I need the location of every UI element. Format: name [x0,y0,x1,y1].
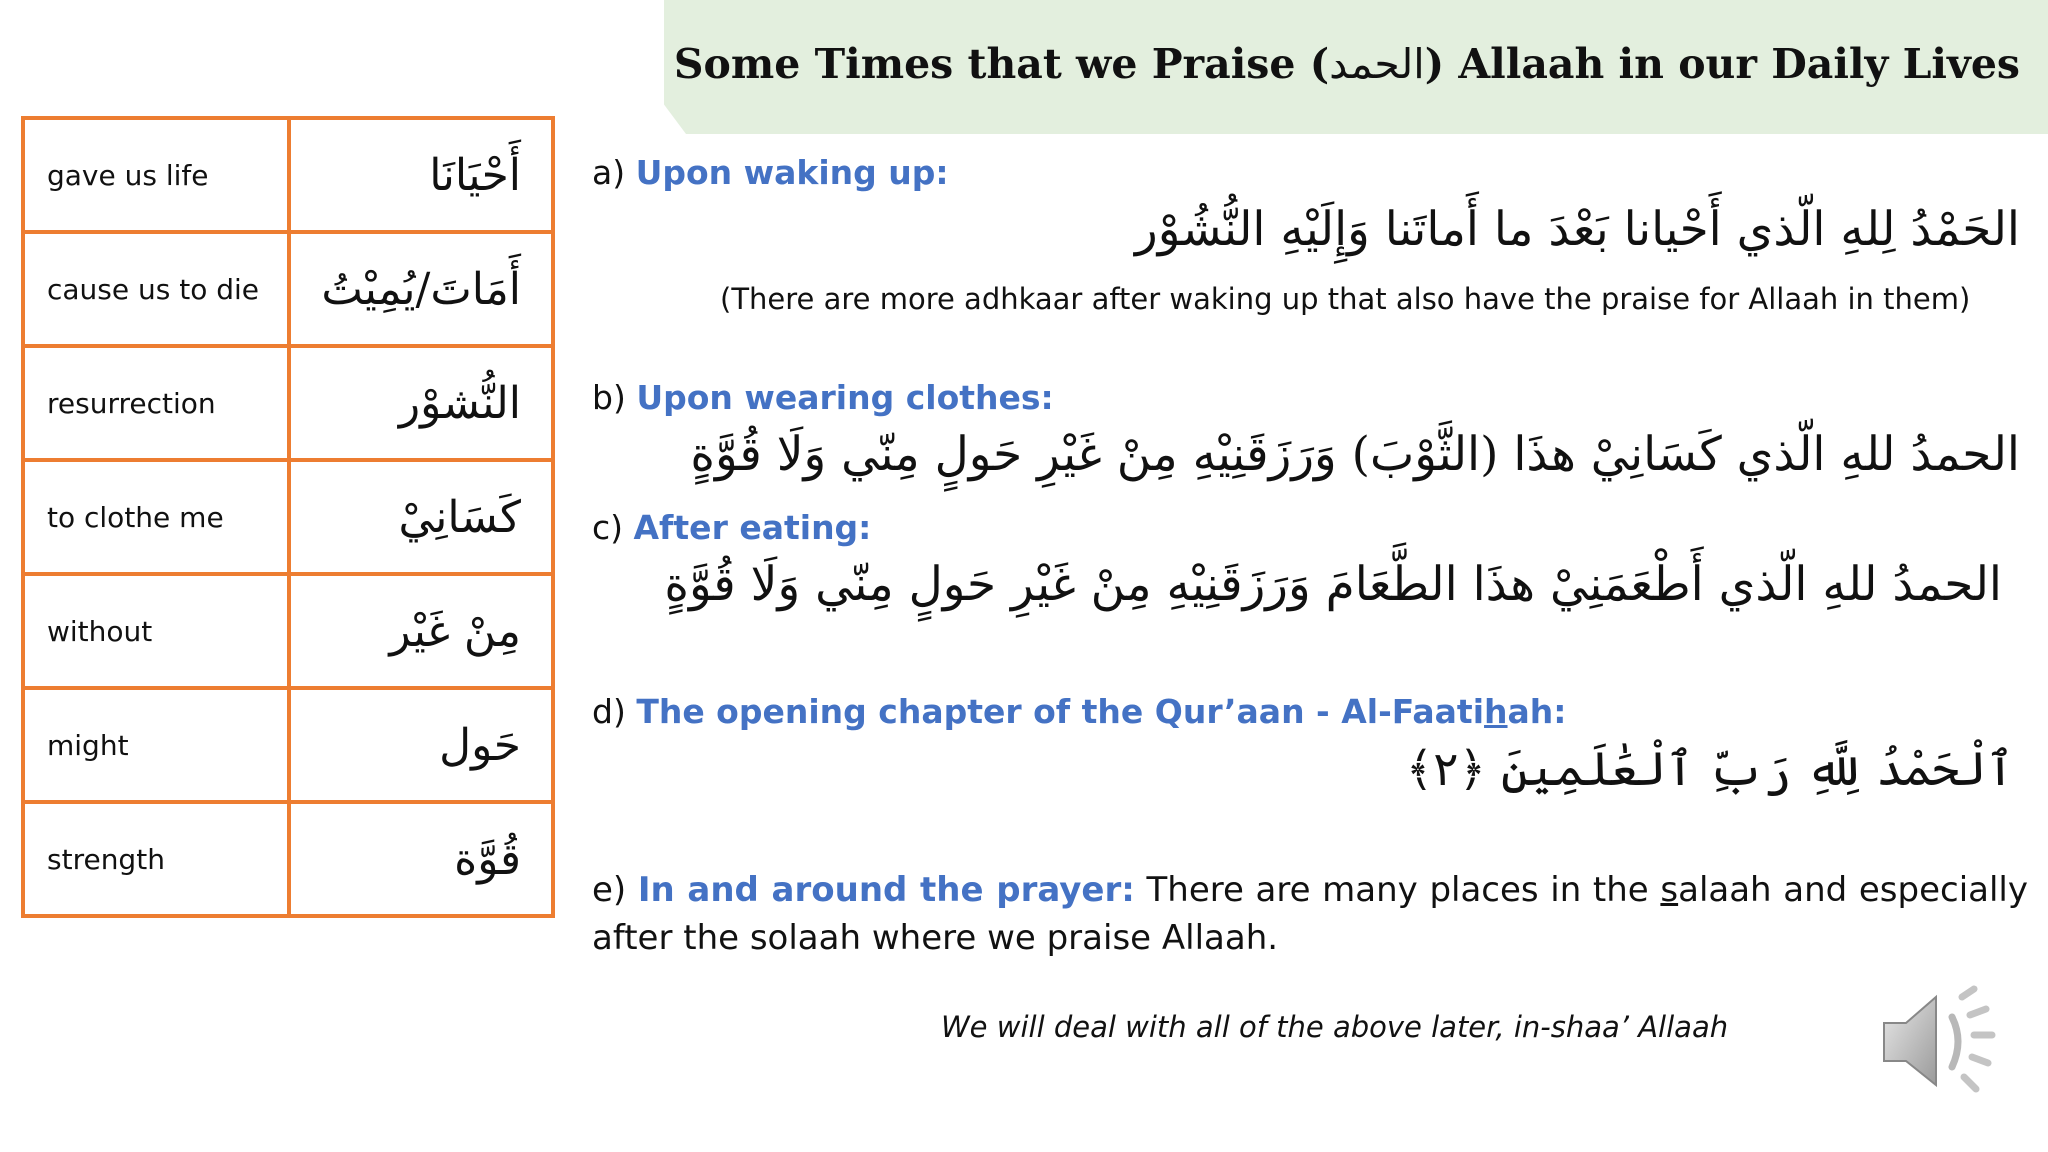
item-b-label [592,378,1054,417]
item-d-label [592,692,1567,731]
table-row [23,232,553,346]
item-e-paragraph [592,866,2028,962]
item-e-text-underlined: s [1660,870,1679,910]
vocab-arabic: النُّشوْر [289,346,553,460]
table-row [23,574,553,688]
item-d-arabic: ٱلْحَمْدُ لِلَّهِ رَبِّ ٱلْعَٰلَمِينَ ﴿٢﴾ [1405,742,2014,797]
item-e-prefix: e) [592,870,638,910]
item-c-label [592,508,871,547]
vocab-english: gave us life [23,118,289,232]
item-a-heading: Upon waking up: [635,153,949,192]
item-b-prefix: b) [592,378,637,417]
item-d-heading-post: ah: [1507,692,1567,731]
item-b-arabic: الحمدُ للهِ الّذي كَسَانِيْ هذَا (الثَّوْبَ) وَرَزَقَنِيْهِ مِنْ غَيْرِ حَولٍ مِنّي وَلَا قُوَّةٍ [690,427,2020,482]
table-row [23,460,553,574]
item-b-heading: Upon wearing clothes: [636,378,1054,417]
item-c-heading: After eating: [633,508,872,547]
table-row [23,346,553,460]
table-row [23,118,553,232]
vocab-arabic: مِنْ غَيْر [289,574,553,688]
vocab-english: without [23,574,289,688]
footer-note: We will deal with all of the above later, in-shaa’ Allaah [941,1010,1729,1044]
title-part-after: ) Allaah in our Daily Lives [1424,40,2020,88]
item-e-heading: In and around the prayer: [637,870,1135,910]
vocab-english: might [23,688,289,802]
vocab-english: to clothe me [23,460,289,574]
item-a-note: (There are more adhkaar after waking up that also have the praise for Allaah in them) [720,282,1971,316]
table-row [23,688,553,802]
item-d-prefix: d) [592,692,637,731]
vocab-english: cause us to die [23,232,289,346]
page-title [674,40,2020,88]
item-e-text-pre: There are many places in the [1134,870,1661,910]
item-c-arabic: الحمدُ للهِ الّذي أَطْعَمَنِيْ هذَا الطَّعَامَ وَرَزَقَنِيْهِ مِنْ غَيْرِ حَولٍ مِنّي وَلَا قُوَّةٍ [664,557,2002,612]
vocab-arabic: كَسَانِيْ [289,460,553,574]
vocab-arabic: أَمَاتَ/يُمِيْتُ [289,232,553,346]
item-a-label [592,153,949,192]
item-a-prefix: a) [592,153,636,192]
vocab-english: strength [23,802,289,916]
item-e-text-post: alaah and especially after the solaah where we praise Allaah. [592,870,2028,958]
table-row [23,802,553,916]
title-part-before: Some Times that we Praise ( [673,40,1330,88]
vocab-arabic: أَحْيَانَا [289,118,553,232]
vocab-english: resurrection [23,346,289,460]
item-c-prefix: c) [592,508,634,547]
item-a-arabic: الحَمْدُ لِلهِ الّذي أَحْيانا بَعْدَ ما أَماتَنا وَإِلَيْهِ النُّشُوْر [1135,202,2020,257]
item-d-heading-pre: The opening chapter of the Qur’aan - Al-Faati [636,692,1485,731]
speaker-icon-graphic [1878,985,2008,1100]
vocabulary-table [21,116,555,918]
title-part-arabic: الحمد [1329,40,1425,88]
speaker-icon[interactable] [1878,985,2008,1100]
item-d-heading-underlined: h [1484,692,1508,731]
vocab-arabic: قُوَّة [289,802,553,916]
item-d-heading [636,692,1566,731]
vocab-arabic: حَول [289,688,553,802]
